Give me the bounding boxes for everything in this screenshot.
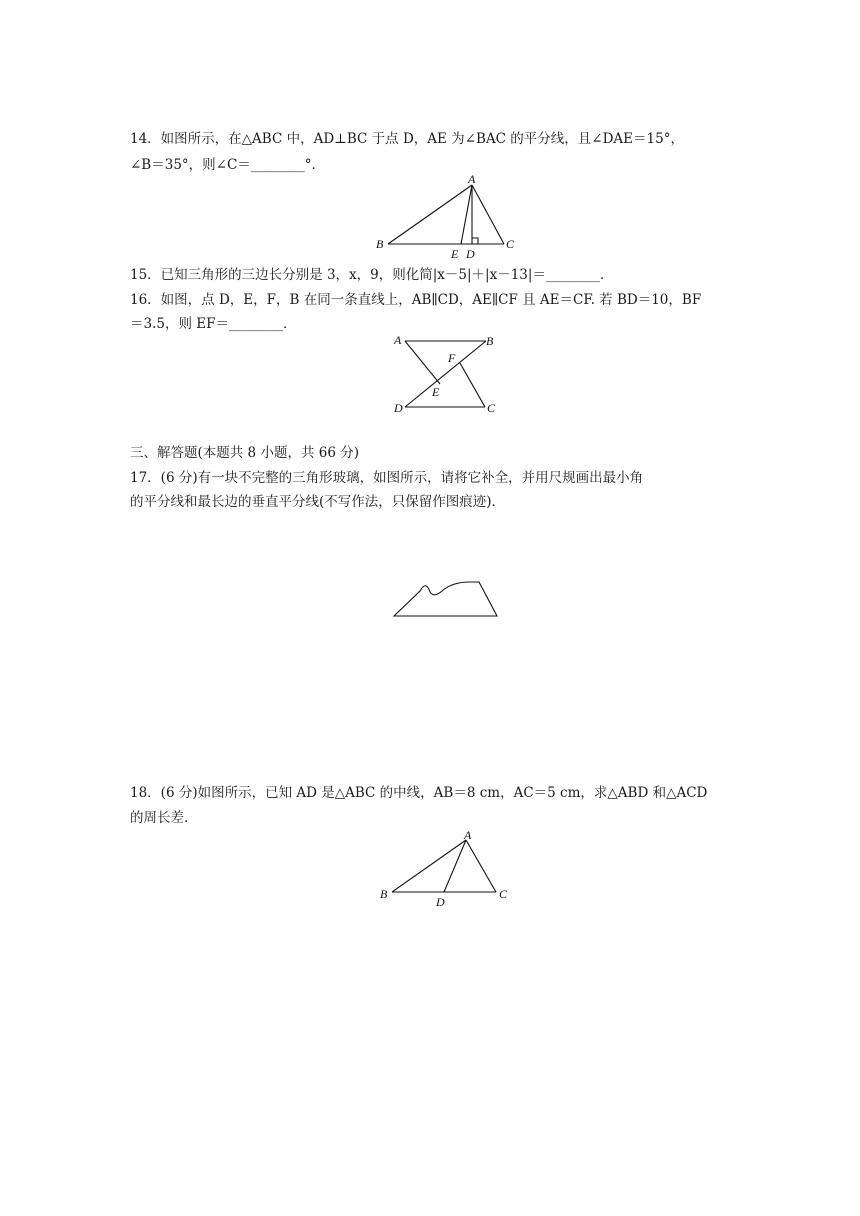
q18-label-a: A <box>464 828 472 842</box>
section-3-heading: 三、解答题(本题共 8 小题，共 66 分) <box>130 445 359 461</box>
q18-label-b: B <box>380 887 388 901</box>
q16-figure-lines <box>405 341 486 407</box>
q14-label-e: E <box>451 247 459 261</box>
q16-text-line1: 16．如图，点 D，E，F，B 在同一条直线上，AB∥CD，AE∥CF 且 AE＝CF. 若 BD＝10，BF <box>130 292 702 308</box>
q18-triangle-figure <box>376 828 516 910</box>
q18-text-line1: 18．(6 分)如图所示，已知 AD 是△ABC 的中线，AB＝8 cm，AC＝5 cm，求△ABD 和△ACD <box>130 785 708 801</box>
q17-broken-glass-figure <box>388 574 508 624</box>
q14-label-c: C <box>506 237 515 251</box>
q16-label-b: B <box>486 334 494 348</box>
q14-side-ab <box>388 185 472 244</box>
q16-label-f: F <box>448 351 456 365</box>
q14-label-a: A <box>468 172 476 186</box>
q18-figure-lines <box>392 840 496 892</box>
q14-text-line1: 14．如图所示，在△ABC 中，AD⊥BC 于点 D，AE 为∠BAC 的平分线，且∠DAE＝15°， <box>130 131 684 147</box>
q16-label-d: D <box>394 401 403 415</box>
q16-label-c: C <box>487 401 496 415</box>
q14-label-d: D <box>466 247 475 261</box>
q17-text-line1: 17．(6 分)有一块不完整的三角形玻璃，如图所示，请将它补全，并用尺规画出最小角 <box>130 470 644 486</box>
q14-right-angle-mark <box>472 238 478 244</box>
q14-label-b: B <box>376 237 384 251</box>
q14-side-ac <box>472 185 504 244</box>
q17-text-line2: 的平分线和最长边的垂直平分线(不写作法，只保留作图痕迹)． <box>130 494 506 510</box>
q16-label-a: A <box>394 333 402 347</box>
q14-triangle-figure <box>370 172 520 262</box>
q18-label-c: C <box>499 887 508 901</box>
q15-text-line1: 15．已知三角形的三边长分别是 3，x，9，则化简|x－5|＋|x－13|＝________． <box>130 267 614 283</box>
q14-bisector-ae <box>461 185 472 244</box>
q18-label-d: D <box>436 895 445 909</box>
q14-text-line2: ∠B＝35°，则∠C＝________°． <box>130 157 326 173</box>
q18-text-line2: 的周长差. <box>130 810 189 826</box>
q16-segment-cf <box>460 363 485 407</box>
q14-figure-lines <box>388 185 504 244</box>
q17-glass-outline <box>394 582 497 616</box>
q18-side-ac <box>466 840 496 892</box>
q16-text-line2: ＝3.5，则 EF＝________． <box>130 316 297 332</box>
q16-label-e: E <box>432 385 440 399</box>
q16-segment-ae <box>405 341 440 384</box>
q16-figure <box>388 332 508 420</box>
q16-segment-bd <box>405 341 486 407</box>
